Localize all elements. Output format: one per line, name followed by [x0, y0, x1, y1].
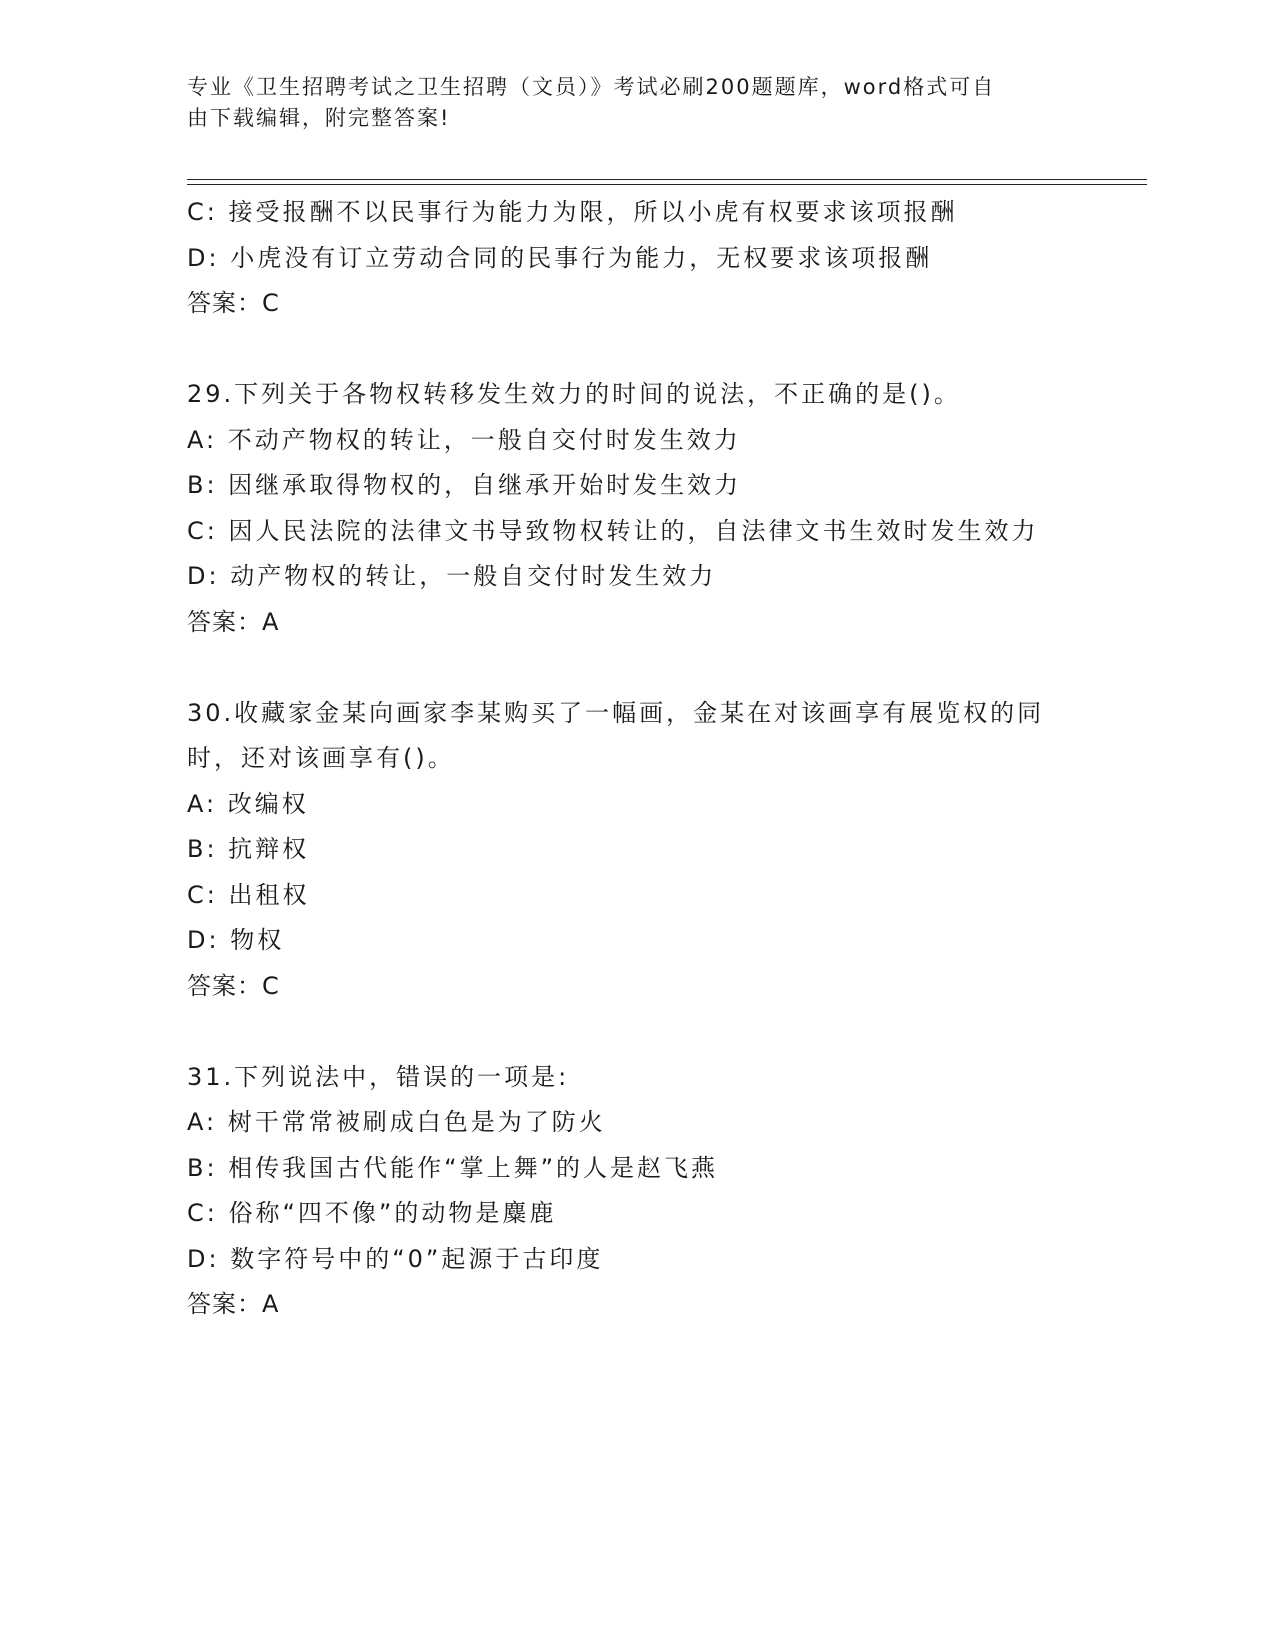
question-block-29: [187, 372, 1087, 645]
option-b: B: 抗辩权: [187, 835, 310, 863]
answer-line: 答案：C: [187, 289, 280, 317]
question-block-previous: [187, 190, 1087, 327]
spacer: [187, 1009, 1087, 1055]
question-block-30: [187, 691, 1087, 1010]
spacer: [187, 645, 1087, 691]
option-d: D: 数字符号中的“0”起源于古印度: [187, 1244, 604, 1273]
answer-line: 答案：A: [187, 1290, 280, 1318]
option-d: D: 动产物权的转让，一般自交付时发生效力: [187, 562, 717, 590]
document-header: [187, 72, 1067, 134]
question-block-31: [187, 1055, 1087, 1328]
option-d: D: 物权: [187, 926, 285, 954]
header-line-2: 由下载编辑，附完整答案!: [187, 106, 451, 130]
answer-line: 答案：A: [187, 607, 280, 636]
header-line-1: 专业《卫生招聘考试之卫生招聘（文员）》考试必刷200题题库，word格式可自: [187, 75, 996, 99]
option-a: A: 改编权: [187, 789, 309, 818]
option-c: C: 因人民法院的法律文书导致物权转让的，自法律文书生效时发生效力: [187, 516, 1039, 545]
header-divider-bottom: [187, 184, 1147, 185]
option-a: A: 树干常常被刷成白色是为了防火: [187, 1108, 606, 1136]
option-d: D: 小虎没有订立劳动合同的民事行为能力，无权要求该项报酬: [187, 243, 933, 272]
option-c: C: 俗称“四不像”的动物是麋鹿: [187, 1199, 557, 1227]
answer-line: 答案：C: [187, 971, 280, 1000]
question-stem: 29.下列关于各物权转移发生效力的时间的说法，不正确的是()。: [187, 380, 961, 408]
question-list: [187, 190, 1087, 1328]
option-c: C: 出租权: [187, 880, 310, 909]
header-divider-top: [187, 179, 1147, 180]
option-c: C: 接受报酬不以民事行为能力为限，所以小虎有权要求该项报酬: [187, 198, 958, 226]
spacer: [187, 327, 1087, 373]
option-b: B: 因继承取得物权的，自继承开始时发生效力: [187, 471, 742, 499]
question-stem: 31.下列说法中，错误的一项是:: [187, 1062, 570, 1091]
question-stem: 30.收藏家金某向画家李某购买了一幅画，金某在对该画享有展览权的同时，还对该画享有()。: [187, 698, 1045, 772]
option-a: A: 不动产物权的转让，一般自交付时发生效力: [187, 425, 741, 454]
option-b: B: 相传我国古代能作“掌上舞”的人是赵飞燕: [187, 1153, 719, 1182]
